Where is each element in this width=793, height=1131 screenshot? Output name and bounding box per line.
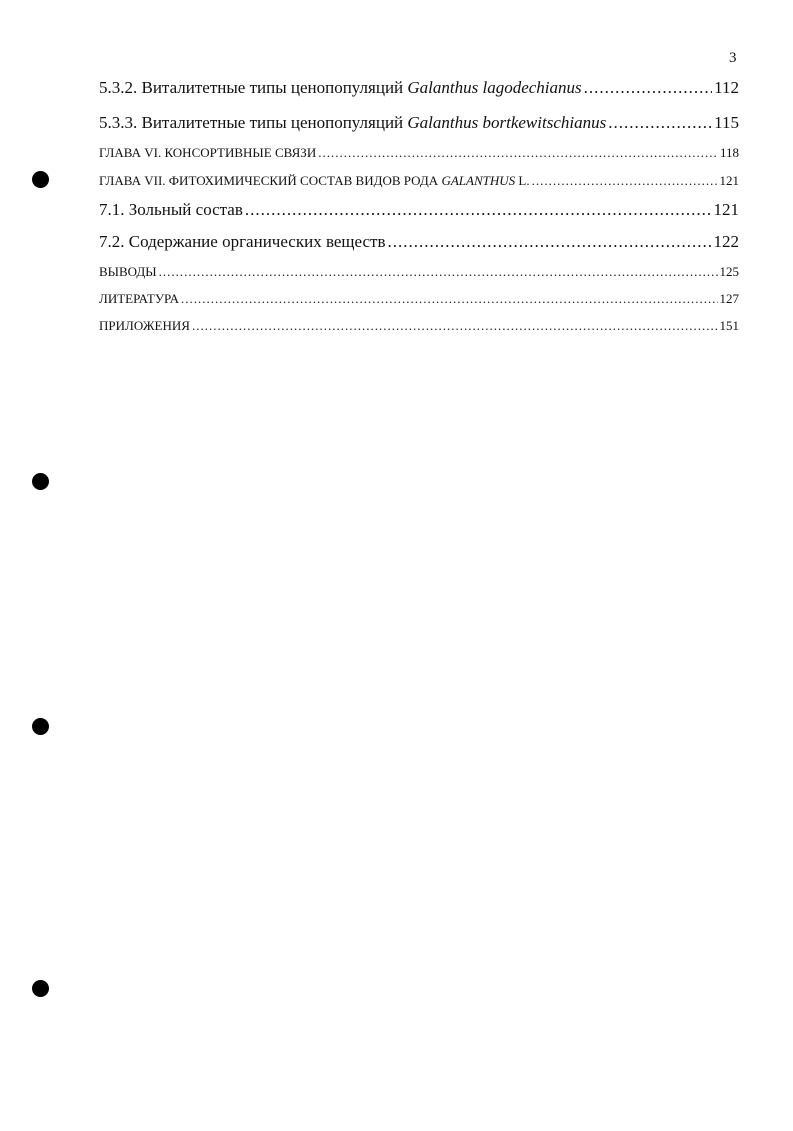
toc-entry-page: 151 <box>719 318 739 333</box>
toc-entry <box>99 113 739 133</box>
punch-hole-mark <box>32 171 49 188</box>
toc-entry <box>99 200 739 220</box>
toc-entry-title: ЛИТЕРАТУРА <box>99 291 179 306</box>
toc-entry <box>99 291 739 307</box>
toc-leader-dots <box>532 173 718 189</box>
toc-entry <box>99 232 739 252</box>
page-number: 3 <box>729 50 737 66</box>
toc-entry-title: ВЫВОДЫ <box>99 264 157 279</box>
toc-entry-title: ПРИЛОЖЕНИЯ <box>99 318 190 333</box>
punch-hole-mark <box>32 473 49 490</box>
toc-leader-dots <box>584 78 712 98</box>
toc-entry-page: 125 <box>719 264 739 279</box>
toc-entry-page: 127 <box>719 291 739 306</box>
toc-entry-page: 112 <box>714 78 739 97</box>
toc-entry-page: 121 <box>713 200 739 219</box>
toc-entry <box>99 173 739 189</box>
punch-hole-mark <box>32 718 49 735</box>
toc-leader-dots <box>608 113 712 133</box>
toc-entry-title: 5.3.3. Виталитетные типы ценопопуляций Galanthus bortkewitschianus <box>99 113 607 132</box>
toc-entry <box>99 318 739 334</box>
toc-entry-title: 7.1. Зольный состав <box>99 200 243 219</box>
toc-leader-dots <box>388 232 712 252</box>
toc-entry-title: 5.3.2. Виталитетные типы ценопопуляций Galanthus lagodechianus <box>99 78 582 97</box>
toc-leader-dots <box>245 200 712 220</box>
punch-hole-mark <box>32 980 49 997</box>
toc-leader-dots <box>318 145 718 161</box>
toc-leader-dots <box>159 264 718 280</box>
toc-entry <box>99 145 739 161</box>
toc-entry-title: 7.2. Содержание органических веществ <box>99 232 386 251</box>
toc-entry-title: ГЛАВА VII. ФИТОХИМИЧЕСКИЙ СОСТАВ ВИДОВ РОДА GALANTHUS L. <box>99 173 530 188</box>
toc-entry-page: 118 <box>719 145 739 160</box>
toc-entry-page: 115 <box>714 113 739 132</box>
toc-entry-title: ГЛАВА VI. КОНСОРТИВНЫЕ СВЯЗИ <box>99 145 317 160</box>
toc-leader-dots <box>192 318 718 334</box>
toc-entry-page: 121 <box>719 173 739 188</box>
toc-leader-dots <box>181 291 718 307</box>
toc-entry <box>99 78 739 98</box>
toc-entry <box>99 264 739 280</box>
toc-entry-page: 122 <box>713 232 739 251</box>
